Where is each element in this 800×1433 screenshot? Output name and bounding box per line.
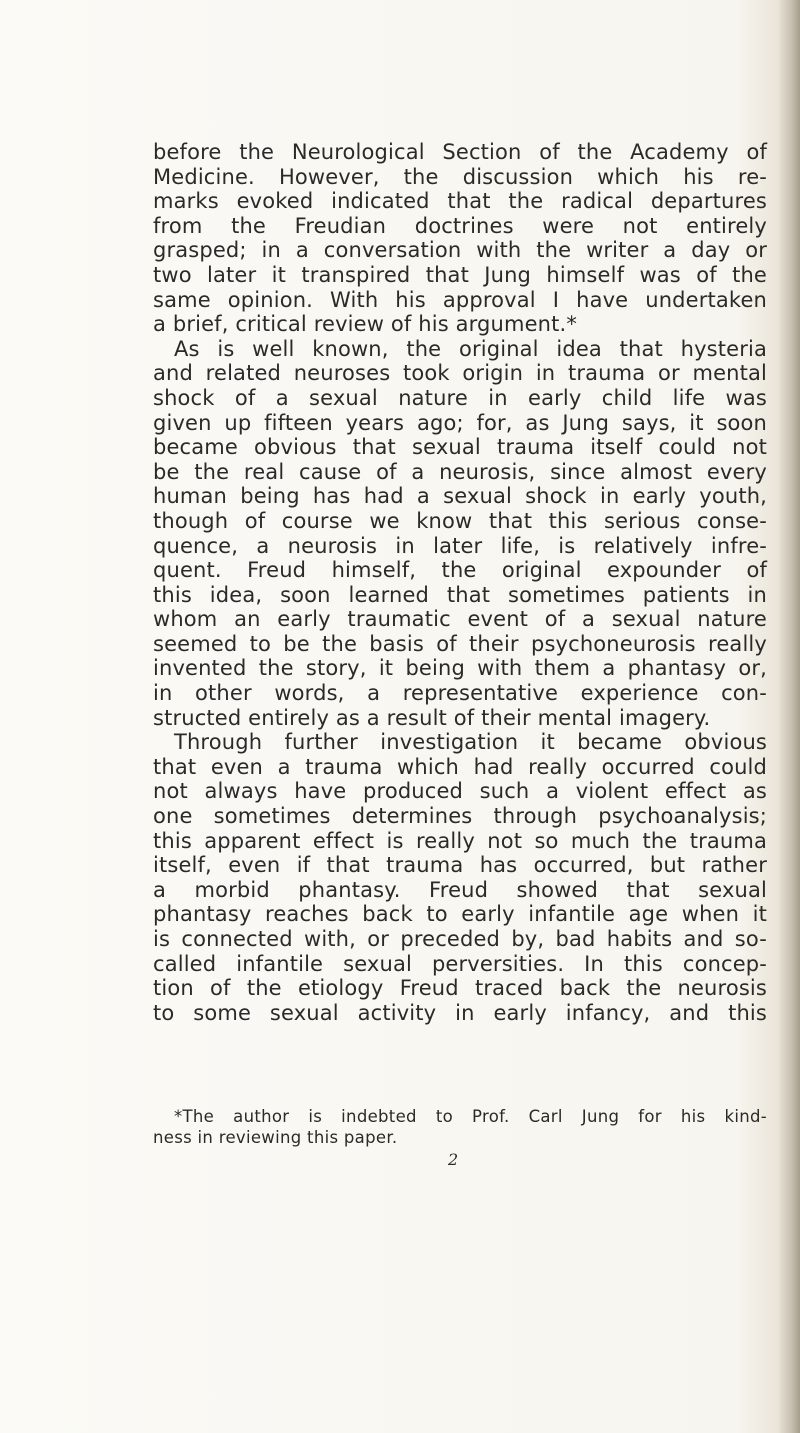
text-line: seemed to be the basis of their psychoneurosis really — [153, 631, 767, 656]
text-line: whom an early traumatic event of a sexual nature — [153, 607, 767, 632]
text-line: is connected with, or preceded by, bad habits and so- — [153, 927, 767, 951]
text-line: phantasy reaches back to early infantile age when it — [153, 902, 767, 927]
text-line: itself, even if that trauma has occurred, but rather — [153, 853, 767, 878]
text-line: Medicine. However, the discussion which his re- — [153, 164, 767, 189]
text-line: grasped; in a conversation with the writer a day or — [153, 238, 767, 263]
text-line: As is well known, the original idea that hysteria — [174, 336, 767, 361]
text-line: quence, a neurosis in later life, is relatively infre- — [153, 533, 767, 558]
page-number: 2 — [448, 1150, 459, 1169]
footnote — [153, 1106, 767, 1148]
text-line: and related neuroses took origin in trauma or mental — [153, 361, 767, 386]
text-line: became obvious that sexual trauma itself could not — [153, 435, 767, 460]
text-line: shock of a sexual nature in early child life was — [153, 385, 767, 410]
text-line: two later it transpired that Jung himself was of the — [153, 262, 767, 287]
text-line: a morbid phantasy. Freud showed that sexual — [153, 877, 767, 902]
text-line: in other words, a representative experience con- — [153, 681, 767, 706]
text-line: not always have produced such a violent effect as — [153, 779, 767, 804]
text-line: this idea, soon learned that sometimes patients in — [153, 582, 767, 607]
text-line: Through further investigation it became obvious — [174, 730, 767, 755]
text-line: tion of the etiology Freud traced back the neurosis — [153, 976, 767, 1001]
text-line: marks evoked indicated that the radical departures — [153, 189, 767, 214]
paragraph-3 — [153, 730, 767, 1025]
text-line: from the Freudian doctrines were not entirely — [153, 213, 767, 238]
text-line: before the Neurological Section of the Academy of — [153, 140, 767, 164]
text-line: a brief, critical review of his argument.* — [153, 312, 577, 337]
text-line: same opinion. With his approval I have undertaken — [153, 287, 767, 312]
paragraph-1 — [153, 140, 767, 337]
text-line: given up fifteen years ago; for, as Jung says, it soon — [153, 410, 767, 435]
text-line: be the real cause of a neurosis, since almost every — [153, 459, 767, 484]
footnote-line: *The author is indebted to Prof. Carl Jung for his kind- — [174, 1107, 767, 1126]
text-line: structed entirely as a result of their mental imagery. — [153, 705, 711, 730]
text-line: called infantile sexual perversities. In this concep- — [153, 951, 767, 976]
text-line: invented the story, it being with them a phantasy or, — [153, 656, 767, 681]
paragraph-2 — [153, 337, 767, 731]
page-edge-shadow — [778, 0, 800, 1433]
text-line: though of course we know that this serious conse- — [153, 508, 767, 533]
text-line: this apparent effect is really not so much the trauma — [153, 828, 767, 853]
text-line: quent. Freud himself, the original expounder of — [153, 558, 767, 583]
text-line: that even a trauma which had really occurred could — [153, 754, 767, 779]
text-line: human being has had a sexual shock in early youth, — [153, 484, 767, 509]
body-text — [153, 140, 767, 1025]
footnote-line: ness in reviewing this paper. — [153, 1128, 398, 1147]
text-line: to some sexual activity in early infancy, and this — [153, 1000, 767, 1025]
text-line: one sometimes determines through psychoanalysis; — [153, 804, 767, 829]
